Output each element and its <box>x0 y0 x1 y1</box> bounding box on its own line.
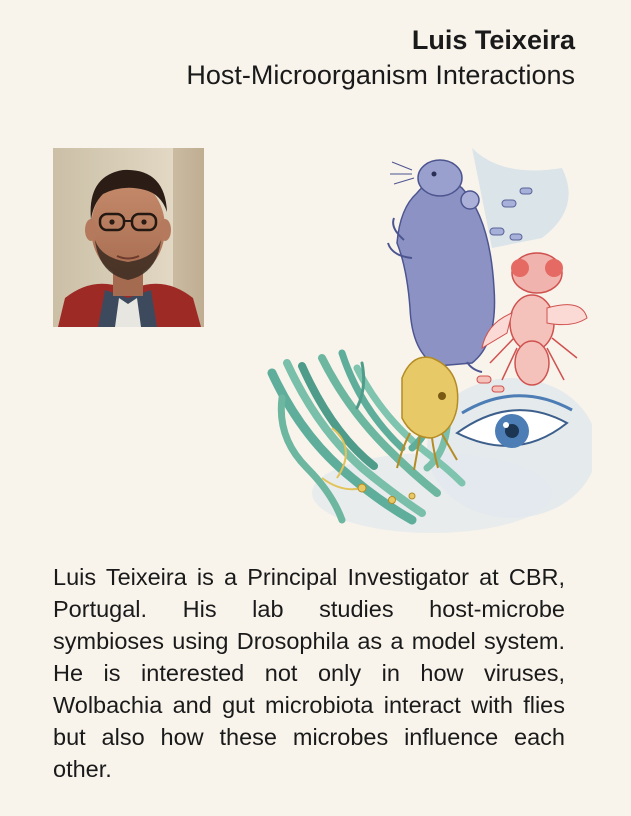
header <box>186 24 575 92</box>
research-topic: Host-Microorganism Interactions <box>186 60 575 90</box>
mouse-icon <box>388 160 495 376</box>
investigator-name: Luis Teixeira <box>411 25 575 55</box>
portrait-photo <box>53 148 204 327</box>
bio-paragraph: Luis Teixeira is a Principal Investigator at CBR, Portugal. His lab studies host-microbe symbioses using Drosophila as a model system. He is interested not only in how viruses, Wolbachia and gut microbiota interact with flies but also how these microbes influence each other. <box>53 564 565 782</box>
host-microbe-illustration <box>262 148 592 533</box>
